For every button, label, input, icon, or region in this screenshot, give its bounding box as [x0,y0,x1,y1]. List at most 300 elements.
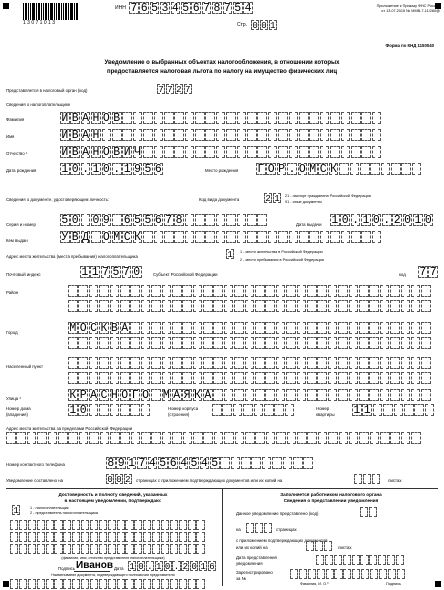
issue-date-field-cell: 1 [331,214,339,227]
name-field-cell [102,129,112,141]
rep-name-field-3-cell [81,544,89,554]
building-label-1: Номер корпуса [168,406,199,411]
settlement-field-2-cell [307,372,317,384]
city-field-cell [359,322,369,334]
settlement-field-cell [141,357,151,369]
district-field-cell [193,285,203,297]
rep-name-field-1-cell [10,520,18,530]
filed-date-field[interactable] [316,555,405,565]
city-field-cell [349,322,359,334]
rep-name-field-3-cell [152,544,160,554]
street-field-cell [328,389,338,401]
district-field-cell [411,285,421,297]
issue-date-field[interactable] [330,214,434,226]
surname-field-cell: В [113,112,121,125]
filed-code-label: Данное уведомление представлено (код) [236,511,319,516]
surname-field-cell: И [61,112,69,125]
attach-sheets-label: листах [338,545,352,550]
name-field-cell [330,129,340,141]
sign-date-field-cell: 0 [138,562,144,572]
building-field-cell [264,404,274,416]
birthplace-field-cell: К [330,163,337,176]
rep-name-field-3-cell [28,544,36,554]
district-field-cell [141,285,151,297]
signer-note-2: 2 - представитель налогоплательщика [30,511,98,515]
rep-name-field-1-cell [72,520,80,530]
issue-date-field-cell: . [383,214,391,227]
birthplace-field[interactable] [256,163,422,175]
signer-note-1: 1 - налогоплательщик [30,506,69,510]
surname-field-cell [257,112,267,124]
street-field-cell [286,389,296,401]
registered-number-field-cell [397,569,405,579]
phone-field[interactable] [106,457,314,469]
registered-number-field-cell [370,569,378,579]
phone-field-cell: 7 [138,457,146,470]
surname-field[interactable] [60,112,382,124]
district-field-cell [317,285,327,297]
settlement-field-2-cell [130,372,140,384]
city-field-2-cell [120,337,130,349]
settlement-field-2-cell [411,372,421,384]
settlement-field-cell [213,357,223,369]
rep-name-field-3-cell [161,544,169,554]
settlement-field-cell [286,357,296,369]
phone-field-cell: 4 [200,457,208,470]
district-field-2[interactable] [68,300,432,312]
settlement-field-cell [89,357,99,369]
settlement-field-cell [307,357,317,369]
sign-date-label: Дата [114,566,124,571]
name-field-cell [320,129,330,141]
form-title-line2: предоставляется налоговая льгота по налогу на имущество физических лиц [106,69,338,75]
name-field-cell: В [71,129,79,142]
city-field-2-cell [234,337,244,349]
district-field-cell [245,285,255,297]
city-field-2-cell [421,337,431,349]
pages-count-field-cell: 2 [125,475,131,485]
registered-number-field-cell [308,569,316,579]
rep-name-field-1-cell [54,520,62,530]
district-field-cell [421,285,431,297]
authority-doc-field-cell [28,579,36,589]
issued-by-field-cell [289,231,299,243]
rep-name-field-1-cell [90,520,98,530]
surname-field-cell [299,112,309,124]
filed-pages-label: страницах [276,527,297,532]
surname-field-cell [205,112,215,124]
phone-field-cell [272,457,282,469]
authority-doc-field-cell [143,579,151,589]
city-field-cell [234,322,244,334]
foreign-address-field-cell [193,432,203,444]
rep-name-field-1[interactable] [10,520,205,530]
issued-by-field-cell: У [61,231,69,244]
rep-name-field-1-cell [125,520,133,530]
phone-field-cell [283,457,293,469]
district-field-2-cell [213,300,223,312]
series-label: Серия и номер [6,222,36,227]
name-field-cell [185,129,195,141]
name-field-cell [257,129,267,141]
knd-code: Форма по КНД 1150040 [385,43,434,48]
foreign-address-field-cell [172,432,182,444]
foreign-address-field[interactable] [6,432,422,444]
barcode [23,3,79,20]
region-code-field-cell: 7 [429,266,437,279]
settlement-field-2[interactable] [68,372,432,384]
settlement-field-cell [130,357,140,369]
settlement-field-cell [68,357,78,369]
district-field-cell [390,285,400,297]
rep-name-field-2-cell [161,532,169,542]
filed-code-field[interactable] [360,507,378,517]
rep-name-field-1-cell [46,520,54,530]
settlement-field-cell [234,357,244,369]
rep-name-field-3-cell [108,544,116,554]
rep-name-field-1-cell [196,520,204,530]
birthplace-field-cell: О [298,163,306,176]
house-field-cell [130,404,140,416]
district-field[interactable] [68,285,432,297]
settlement-field-2-cell [151,372,161,384]
sheets-count-field-cell [363,474,371,484]
series-field-cell [205,214,215,226]
patronymic-field-cell [195,146,205,158]
settlement-field-2-cell [110,372,120,384]
tax-authority-code[interactable] [157,84,193,94]
patronymic-field-cell [289,146,299,158]
series-field-cell: 9 [102,214,110,227]
surname-field-cell [330,112,340,124]
city-field-2-cell [89,337,99,349]
birthdate-field-cell: 9 [134,163,141,176]
apartment-field-cell [414,404,424,416]
postcode-field[interactable] [80,266,142,278]
birthdate-field-cell: 0 [102,163,110,176]
foreign-address-field-cell [328,432,338,444]
district-field-2-cell [245,300,255,312]
district-field-2-cell [162,300,172,312]
rep-name-field-2-cell [108,532,116,542]
foreign-address-field-cell [183,432,193,444]
authority-doc-field[interactable] [10,579,205,589]
district-field-2-cell [89,300,99,312]
district-field-2-cell [265,300,275,312]
name-field-cell [112,129,122,141]
city-label: Город [6,330,18,335]
street-field-cell [421,389,431,401]
district-field-2-cell [224,300,234,312]
foreign-address-field-cell [151,432,161,444]
district-field-2-cell [390,300,400,312]
issued-by-field-cell [309,231,319,243]
filed-pages-field[interactable] [246,523,273,533]
city-field[interactable] [68,322,432,334]
surname-field-cell [133,112,143,124]
registered-number-field-cell [379,569,387,579]
name-field-cell: А [82,129,90,142]
rep-name-field-3-cell [72,544,80,554]
issue-date-field-cell: 0 [404,214,411,227]
sign-date-field[interactable] [128,561,217,571]
foreign-address-field-cell [141,432,151,444]
series-field-cell [195,214,205,226]
district-field-2-cell [130,300,140,312]
birthdate-field-cell: . [82,163,90,176]
house-label-2: (владения) [6,412,28,417]
city-field-cell [265,322,275,334]
city-field-2[interactable] [68,337,432,349]
authority-doc-field-cell [170,579,178,589]
rep-name-field-1-cell [28,520,36,530]
filed-date-field-cell [387,555,395,565]
street-field-cell [276,389,286,401]
filed-date-field-cell [378,555,386,565]
name-field-cell [299,129,309,141]
patronymic-field-cell [309,146,319,158]
corner-marker-bl [3,581,9,587]
settlement-field-2-cell [99,372,109,384]
district-field-2-cell [193,300,203,312]
issue-date-field-cell: 0 [424,214,432,227]
series-field-cell [185,214,195,226]
rep-name-field-2[interactable] [10,532,205,542]
sign-date-field-cell: 0 [191,562,197,572]
city-field-cell [401,322,411,334]
settlement-field-cell [421,357,431,369]
rep-name-field-1-cell [143,520,151,530]
street-field-cell [401,389,411,401]
city-field-2-cell [193,337,203,349]
taxpayer-section-label: Сведения о налогоплательщике [6,102,71,107]
district-field-cell [328,285,338,297]
series-field[interactable] [60,214,268,226]
city-field-2-cell [369,337,379,349]
issue-date-field-cell: 1 [414,214,422,227]
patronymic-field[interactable] [60,146,382,158]
district-field-cell [276,285,286,297]
city-field-2-cell [172,337,182,349]
city-field-cell [224,322,234,334]
doc-code-field[interactable] [264,193,282,203]
settlement-field-cell [411,357,421,369]
patronymic-field-cell [247,146,257,158]
district-field-cell [162,285,172,297]
city-field-cell [151,322,161,334]
rep-name-field-2-cell [19,532,27,542]
rep-name-field-3-cell [117,544,125,554]
street-field-cell: Н [110,389,118,402]
street-field-cell [317,389,327,401]
district-field-2-cell [307,300,317,312]
foreign-address-field-cell [235,432,245,444]
foreign-address-field-cell [255,432,265,444]
series-field-cell [216,214,226,226]
foreign-address-field-cell [131,432,141,444]
rep-name-field-2-cell [134,532,142,542]
inn-field[interactable] [129,2,254,14]
city-field-cell [245,322,255,334]
authority-doc-field-cell [99,579,107,589]
rep-name-field-1-cell [117,520,125,530]
page-label: Стр. [237,22,248,28]
rep-name-field-2-cell [72,532,80,542]
street-field-cell [359,389,369,401]
registered-number-field[interactable] [290,569,405,579]
settlement-field-2-cell [390,372,400,384]
pages-count-field[interactable] [106,474,133,484]
district-field-cell [99,285,109,297]
filed-code-field-cell [369,507,377,517]
registered-label-1: Зарегистрировано [236,570,273,575]
birthdate-field[interactable] [60,163,164,175]
birthplace-field-cell [401,163,411,175]
building-field[interactable] [212,404,295,416]
rep-name-field-3-cell [170,544,178,554]
birthplace-field-cell [381,163,391,175]
issued-by-field[interactable] [60,231,382,243]
street-field-cell [213,389,223,401]
issued-by-field-cell [185,231,195,243]
corner-marker-tl [3,3,9,9]
district-field-cell [151,285,161,297]
signer-type-field-cell: 1 [13,506,19,516]
filed-code-field-cell [360,507,368,517]
birthplace-field-cell [370,163,380,175]
tax-authority-code-cell: 7 [185,85,191,95]
city-field-cell: В [110,322,118,335]
rep-name-field-2-cell [90,532,98,542]
address-label: Адрес места жительства (места пребывания) налогоплательщика [6,254,138,259]
settlement-field-2-cell [297,372,307,384]
attach-sheets-field-cell [306,541,314,551]
settlement-field-cell [182,357,192,369]
appendix-line1: Приложение к Приказу ФНС России [376,4,440,8]
issue-date-field-cell: 0 [372,214,380,227]
patronymic-field-cell [237,146,247,158]
foreign-address-field-cell [110,432,120,444]
surname-field-cell [174,112,184,124]
settlement-field-cell [224,357,234,369]
street-field[interactable] [68,389,432,401]
patronymic-field-cell [185,146,195,158]
page-number-field[interactable] [251,20,278,30]
postcode-field-cell: 1 [81,266,89,279]
settlement-field-2-cell [328,372,338,384]
city-field-2-cell [78,337,88,349]
patronymic-field-cell [351,146,361,158]
city-field-cell [411,322,421,334]
apartment-field[interactable] [352,404,435,416]
issued-by-field-cell: К [134,231,141,244]
surname-field-cell: В [71,112,79,125]
settlement-field-2-cell [203,372,213,384]
series-field-cell [247,214,257,226]
settlement-field-cell [265,357,275,369]
foreign-address-field-cell [37,432,47,444]
settlement-field-2-cell [89,372,99,384]
confirm-heading-1: Достоверность и полноту сведений, указанных [58,492,168,497]
city-field-2-cell [130,337,140,349]
settlement-field-cell [255,357,265,369]
name-field[interactable] [60,129,382,141]
inn-field-cell: 4 [244,2,252,15]
sheets-count-field[interactable] [354,474,381,484]
registered-label-2: за № [236,576,247,581]
building-field-cell [243,404,253,416]
doc-code-field-cell: 1 [274,194,280,204]
rep-name-field-2-cell [188,532,196,542]
city-field-cell [421,322,431,334]
birthdate-field-cell: 1 [92,163,100,176]
city-field-cell [193,322,203,334]
house-field-cell: 1 [69,404,77,417]
filed-date-field-cell [334,555,342,565]
district-field-2-cell [401,300,411,312]
attach-sheets-field[interactable] [306,541,333,551]
rep-name-field-1-cell [99,520,107,530]
series-field-cell [226,214,236,226]
postcode-field-cell: 5 [112,266,120,279]
authority-doc-field-cell [63,579,71,589]
foreign-address-field-cell [27,432,37,444]
sign-date-field-cell: 1 [129,562,135,572]
settlement-field[interactable] [68,357,432,369]
district-field-cell [182,285,192,297]
rep-name-field-1-cell [188,520,196,530]
filed-date-field-cell [343,555,351,565]
phone-field-cell: 5 [159,457,167,470]
patronymic-field-cell [320,146,330,158]
region-code-field[interactable] [418,266,439,278]
foreign-address-field-cell [380,432,390,444]
surname-field-cell: А [82,112,90,125]
patronymic-field-cell: В [113,146,121,159]
district-field-cell [120,285,130,297]
issued-by-field-cell: В [71,231,79,244]
issued-by-field-cell [143,231,153,243]
foreign-address-field-cell [276,432,286,444]
district-field-2-cell [203,300,213,312]
house-field[interactable] [68,404,151,416]
apartment-label-2: квартиры [316,412,335,417]
house-label-1: Номер дома [6,406,31,411]
authority-doc-field-cell [72,579,80,589]
patronymic-field-cell [268,146,278,158]
signature-label: Подпись [58,566,76,571]
series-field-cell: 5 [134,214,141,227]
surname-field-cell [122,112,132,124]
barcode-number: 1 3 0 7 1 0 1 3 [23,20,55,26]
issued-by-label: Кем выдан [6,238,28,243]
address-type-field[interactable] [226,249,235,259]
district-field-cell [359,285,369,297]
name-field-cell [216,129,226,141]
city-field-2-cell [213,337,223,349]
patronymic-field-cell [299,146,309,158]
birthplace-field-cell: Р [278,163,286,176]
street-field-cell: С [100,389,108,402]
apartment-label-1: Номер [316,406,330,411]
postcode-label: Почтовый индекс [6,272,41,277]
series-field-cell: 5 [61,214,69,227]
pages-label-middle: страницах с приложением подтверждающих документов или их копий на [136,478,283,483]
inn-field-cell: 3 [161,2,169,15]
rep-name-field-3[interactable] [10,544,205,554]
district-field-2-cell [151,300,161,312]
signer-type-field[interactable] [12,505,21,515]
